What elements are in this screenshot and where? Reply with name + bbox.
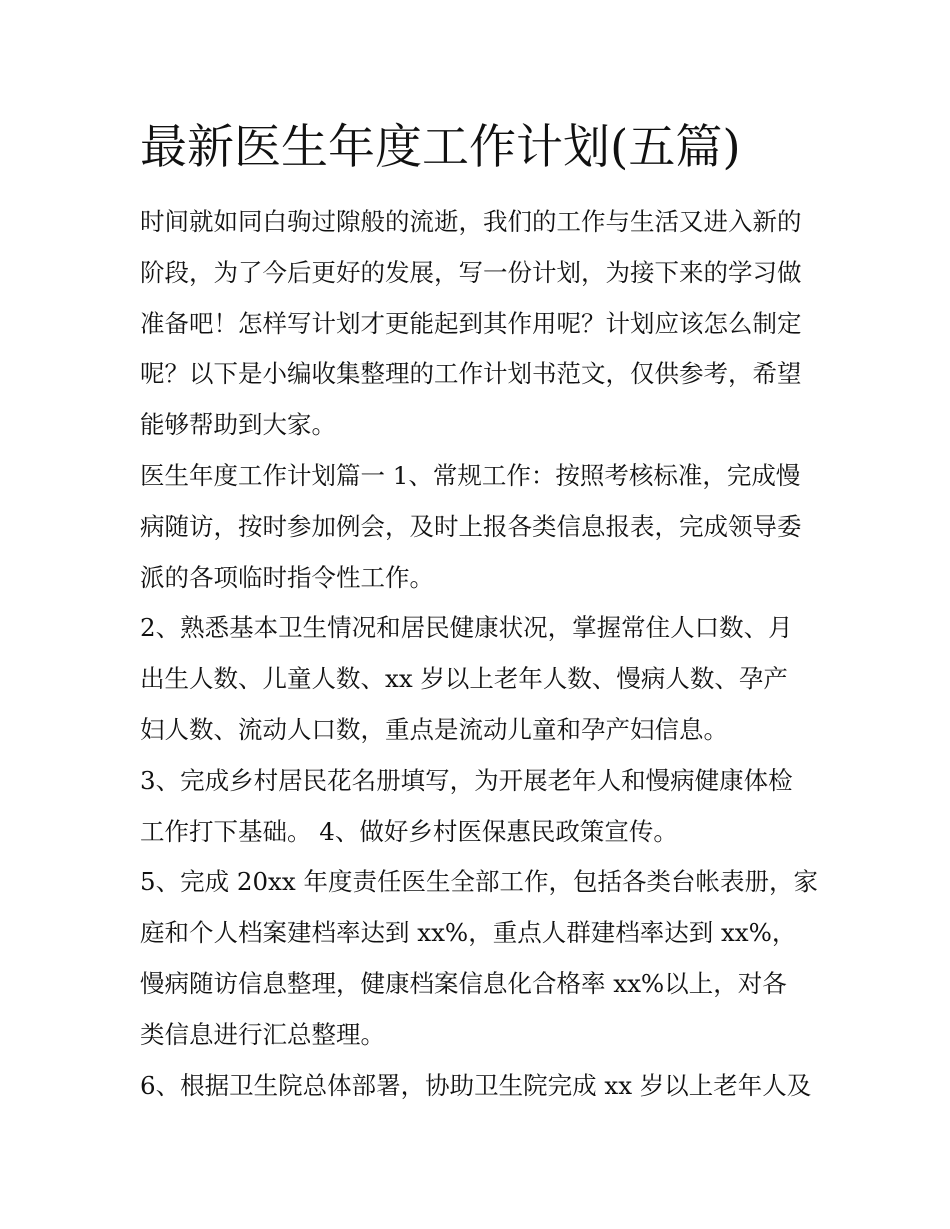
text-line: 时间就如同白驹过隙般的流逝，我们的工作与生活又进入新的 [140,207,802,236]
text-line: 医生年度工作计划篇一 1、常规工作：按照考核标准，完成慢 [140,460,801,490]
text-line: 慢病随访信息整理，健康档案信息化合格率 xx%以上，对各 [140,968,787,998]
document-body [140,197,830,1111]
text-line: 出生人数、儿童人数、xx 岁以上老年人数、慢病人数、孕产 [140,664,788,694]
text-line: 阶段，为了今后更好的发展，写一份计划，为接下来的学习做 [140,257,802,287]
text-line: 3、完成乡村居民花名册填写，为开展老年人和慢病健康体检 [140,765,793,795]
text-line: 2、熟悉基本卫生情况和居民健康状况，掌握常住人口数、月 [140,613,793,643]
text-line: 类信息进行汇总整理。 [140,1019,385,1049]
text-line: 5、完成 20xx 年度责任医生全部工作，包括各类台帐表册，家 [140,867,818,897]
paragraph-item-2 [140,603,830,755]
text-line: 能够帮助到大家。 [140,410,336,440]
text-line: 呢？以下是小编收集整理的工作计划书范文，仅供参考，希望 [140,359,802,389]
document-title: 最新医生年度工作计划(五篇) [140,120,741,175]
text-line: 妇人数、流动人口数，重点是流动儿童和孕产妇信息。 [140,714,728,744]
text-line: 6、根据卫生院总体部署，协助卫生院完成 xx 岁以上老年人及 [140,1070,812,1100]
paragraph-intro [140,197,830,451]
text-line: 准备吧！怎样写计划才更能起到其作用呢？计划应该怎么制定 [140,308,802,338]
paragraph-item-5 [140,857,830,1060]
paragraph-item-6 [140,1061,830,1112]
paragraph-item-1 [140,451,830,603]
paragraph-item-3 [140,756,830,858]
text-line: 病随访，按时参加例会，及时上报各类信息报表，完成领导委 [140,511,802,541]
text-line: 工作打下基础。 4、做好乡村医保惠民政策宣传。 [140,816,678,846]
text-line: 庭和个人档案建档率达到 xx%，重点人群建档率达到 xx%， [140,918,797,948]
text-line: 派的各项临时指令性工作。 [140,562,434,592]
